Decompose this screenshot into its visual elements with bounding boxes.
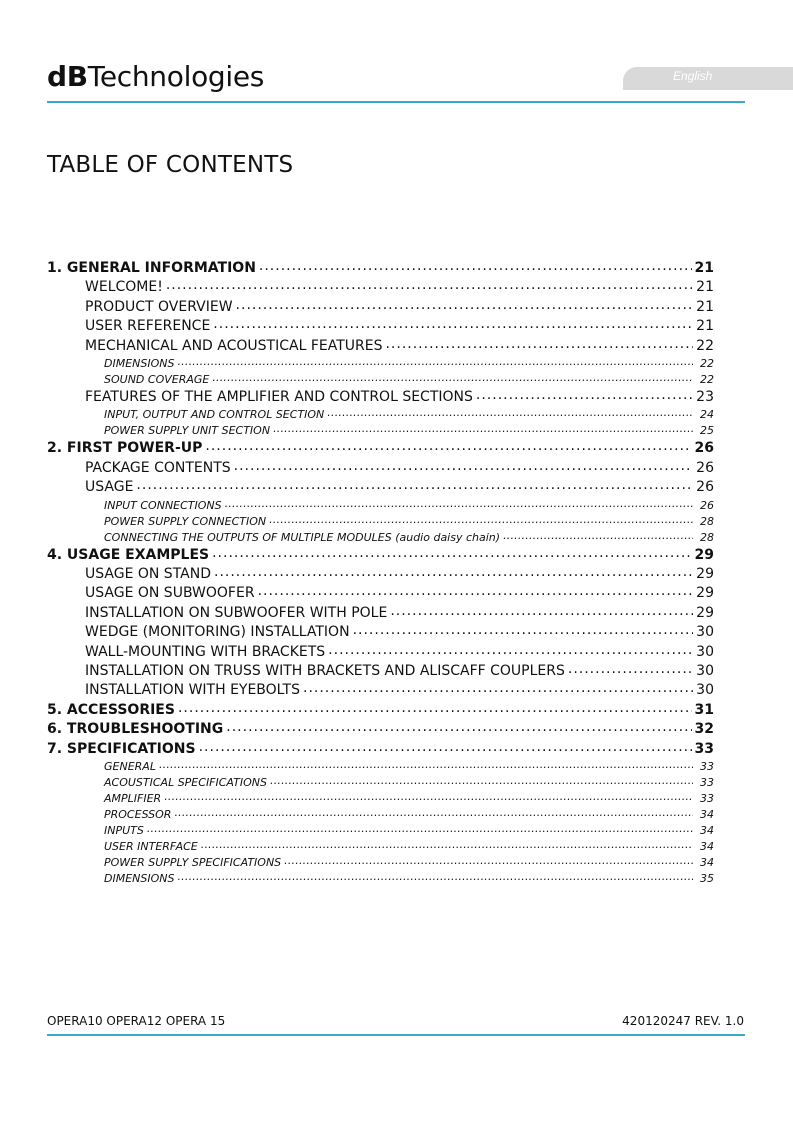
toc-entry-page: 21	[696, 298, 714, 315]
toc-entry-page: 34	[700, 808, 714, 821]
toc-entry-page: 30	[696, 624, 714, 641]
footer-models: OPERA10 OPERA12 OPERA 15	[47, 1014, 226, 1028]
toc-dot-leader	[201, 838, 693, 851]
toc-dot-leader	[212, 371, 693, 384]
toc-entry-label: 7. SPECIFICATIONS	[47, 740, 196, 757]
logo-text: Technologies	[87, 60, 265, 93]
toc-entry[interactable]	[85, 624, 714, 640]
language-tab	[623, 67, 793, 90]
toc-entry[interactable]	[85, 479, 714, 495]
toc-entry-label: PROCESSOR	[104, 808, 172, 821]
toc-entry-label: PRODUCT OVERVIEW	[85, 298, 233, 315]
toc-entry-page: 26	[700, 498, 714, 512]
toc-entry[interactable]	[104, 531, 714, 544]
toc-entry-page: 26	[696, 459, 714, 476]
toc-entry[interactable]	[47, 702, 714, 718]
page-header	[0, 0, 793, 110]
toc-entry-page: 33	[694, 740, 714, 757]
toc-entry-label: USER INTERFACE	[104, 840, 198, 853]
toc-dot-leader	[259, 258, 692, 274]
toc-dot-leader	[269, 513, 693, 526]
toc-entry-label: WELCOME!	[85, 279, 163, 296]
toc-entry-label: POWER SUPPLY CONNECTION	[104, 514, 267, 528]
toc-entry-label: 1. GENERAL INFORMATION	[47, 260, 256, 276]
toc-dot-leader	[327, 406, 693, 419]
toc-entry-label: DIMENSIONS	[104, 357, 175, 370]
language-label: English	[673, 69, 713, 83]
toc-dot-leader	[568, 661, 693, 677]
footer-doc-code: 420120247 REV. 1.0	[622, 1014, 744, 1028]
toc-entry[interactable]	[85, 566, 714, 582]
page-title: TABLE OF CONTENTS	[47, 152, 294, 178]
toc-entry-label: INPUT, OUTPUT AND CONTROL SECTION	[104, 408, 325, 422]
toc-entry-page: 29	[694, 546, 714, 563]
toc-entry-label: AMPLIFIER	[104, 792, 162, 805]
toc-dot-leader	[328, 642, 693, 658]
toc-entry-page: 22	[700, 357, 714, 370]
toc-dot-leader	[236, 297, 693, 313]
toc-entry-page: 34	[700, 840, 714, 853]
toc-entry-label: WALL-MOUNTING WITH BRACKETS	[85, 643, 326, 660]
toc-entry-label: 2. FIRST POWER-UP	[47, 440, 203, 457]
toc-entry[interactable]	[85, 318, 714, 334]
toc-entry[interactable]	[104, 776, 714, 789]
toc-dot-leader	[226, 719, 691, 735]
toc-entry[interactable]	[85, 644, 714, 660]
toc-dot-leader	[177, 870, 693, 883]
toc-entry-label: 5. ACCESSORIES	[47, 701, 175, 718]
toc-dot-leader	[205, 438, 691, 454]
toc-entry-page: 26	[694, 440, 714, 457]
toc-dot-leader	[159, 758, 693, 771]
toc-entry-label: INSTALLATION ON TRUSS WITH BRACKETS AND ALISCAFF COUPLERS	[85, 663, 565, 679]
toc-entry[interactable]	[85, 389, 714, 405]
toc-entry[interactable]	[85, 338, 714, 354]
toc-entry[interactable]	[85, 585, 714, 601]
logo-bold-text: dB	[47, 60, 88, 93]
toc-entry-page: 31	[694, 701, 714, 718]
toc-entry-page: 22	[700, 373, 714, 386]
toc-dot-leader	[147, 822, 693, 835]
toc-entry-page: 28	[700, 530, 714, 544]
toc-entry[interactable]	[104, 408, 714, 421]
toc-entry[interactable]	[104, 792, 714, 805]
toc-entry[interactable]	[85, 663, 714, 679]
toc-entry[interactable]	[104, 872, 714, 885]
toc-entry[interactable]	[104, 515, 714, 528]
toc-entry-page: 29	[696, 566, 714, 582]
toc-dot-leader	[213, 316, 693, 332]
toc-dot-leader	[177, 355, 693, 368]
toc-entry-page: 33	[700, 760, 714, 773]
toc-dot-leader	[258, 583, 693, 599]
toc-entry-label: ACOUSTICAL SPECIFICATIONS	[104, 776, 267, 789]
toc-entry-page: 25	[700, 424, 714, 438]
toc-dot-leader	[353, 622, 693, 638]
toc-entry-page: 21	[696, 318, 714, 335]
toc-entry-page: 22	[696, 337, 714, 354]
toc-entry-label: 6. TROUBLESHOOTING	[47, 721, 224, 738]
toc-entry[interactable]	[104, 856, 714, 869]
toc-entry-page: 30	[696, 663, 714, 679]
toc-entry-page: 32	[694, 721, 714, 738]
toc-entry-page: 28	[700, 514, 714, 528]
toc-entry-label: POWER SUPPLY UNIT SECTION	[104, 424, 271, 438]
header-divider	[47, 101, 745, 103]
toc-entry[interactable]	[104, 499, 714, 512]
toc-entry[interactable]	[104, 424, 714, 437]
toc-dot-leader	[214, 564, 693, 580]
toc-entry-label: DIMENSIONS	[104, 872, 175, 885]
toc-entry-page: 33	[700, 776, 714, 789]
toc-dot-leader	[270, 774, 693, 787]
toc-entry-page: 33	[700, 792, 714, 805]
toc-entry[interactable]	[104, 808, 714, 821]
toc-entry-label: FEATURES OF THE AMPLIFIER AND CONTROL SECTIONS	[85, 389, 473, 405]
toc-entry-page: 21	[696, 279, 714, 296]
toc-entry[interactable]	[47, 547, 714, 563]
toc-dot-leader	[199, 739, 692, 755]
toc-entry-label: USAGE ON STAND	[85, 566, 211, 582]
toc-entry[interactable]	[104, 840, 714, 853]
footer-divider	[47, 1034, 745, 1036]
toc-entry-label: MECHANICAL AND ACOUSTICAL FEATURES	[85, 337, 383, 354]
toc-entry-label: GENERAL	[104, 760, 156, 773]
toc-dot-leader	[284, 854, 693, 867]
toc-entry-label: PACKAGE CONTENTS	[85, 459, 231, 476]
toc-entry[interactable]	[85, 605, 714, 621]
toc-entry[interactable]	[104, 824, 714, 837]
toc-dot-leader	[303, 680, 693, 696]
toc-entry-page: 30	[696, 643, 714, 660]
toc-entry-page: 34	[700, 824, 714, 837]
toc-entry-page: 23	[696, 389, 714, 405]
toc-entry[interactable]	[104, 760, 714, 773]
toc-entry-page: 21	[694, 260, 714, 276]
toc-dot-leader	[503, 529, 693, 542]
toc-entry[interactable]	[104, 357, 714, 370]
toc-entry-label: INSTALLATION ON SUBWOOFER WITH POLE	[85, 604, 388, 621]
toc-entry-page: 29	[696, 585, 714, 602]
brand-logo	[47, 60, 264, 94]
toc-entry-page: 35	[700, 872, 714, 885]
toc-dot-leader	[174, 806, 693, 819]
toc-entry[interactable]	[47, 741, 714, 757]
toc-entry[interactable]	[47, 260, 714, 276]
toc-dot-leader	[234, 458, 693, 474]
toc-dot-leader	[225, 497, 693, 510]
toc-dot-leader	[136, 477, 693, 493]
toc-dot-leader	[212, 545, 691, 561]
toc-entry[interactable]	[85, 279, 714, 295]
toc-entry-label: CONNECTING THE OUTPUTS OF MULTIPLE MODULES (audio daisy chain)	[104, 530, 501, 544]
toc-dot-leader	[164, 790, 693, 803]
toc-entry-label: 4. USAGE EXAMPLES	[47, 546, 210, 563]
toc-entry-page: 24	[700, 408, 714, 422]
toc-entry-page: 29	[696, 604, 714, 621]
toc-dot-leader	[385, 336, 693, 352]
toc-entry[interactable]	[47, 440, 714, 456]
toc-entry-label: POWER SUPPLY SPECIFICATIONS	[104, 856, 282, 869]
toc-entry-label: INPUT CONNECTIONS	[104, 498, 222, 512]
toc-entry-label: SOUND COVERAGE	[104, 373, 210, 386]
toc-entry-label: INPUTS	[104, 824, 144, 837]
toc-entry-label: USAGE ON SUBWOOFER	[85, 585, 255, 602]
toc-entry-page: 30	[696, 682, 714, 699]
toc-dot-leader	[178, 700, 692, 716]
toc-entry[interactable]	[85, 299, 714, 315]
toc-entry-page: 34	[700, 856, 714, 869]
toc-dot-leader	[390, 603, 693, 619]
toc-entry[interactable]	[104, 373, 714, 386]
toc-entry-label: WEDGE (MONITORING) INSTALLATION	[85, 624, 350, 641]
toc-entry-label: INSTALLATION WITH EYEBOLTS	[85, 682, 300, 699]
toc-entry[interactable]	[47, 721, 714, 737]
toc-entry-label: USER REFERENCE	[85, 318, 211, 335]
toc-entry[interactable]	[85, 682, 714, 698]
toc-entry[interactable]	[85, 460, 714, 476]
toc-dot-leader	[273, 422, 693, 435]
toc-entry-page: 26	[696, 479, 714, 496]
toc-dot-leader	[166, 277, 693, 293]
toc-dot-leader	[476, 387, 693, 403]
toc-entry-label: USAGE	[85, 479, 134, 496]
